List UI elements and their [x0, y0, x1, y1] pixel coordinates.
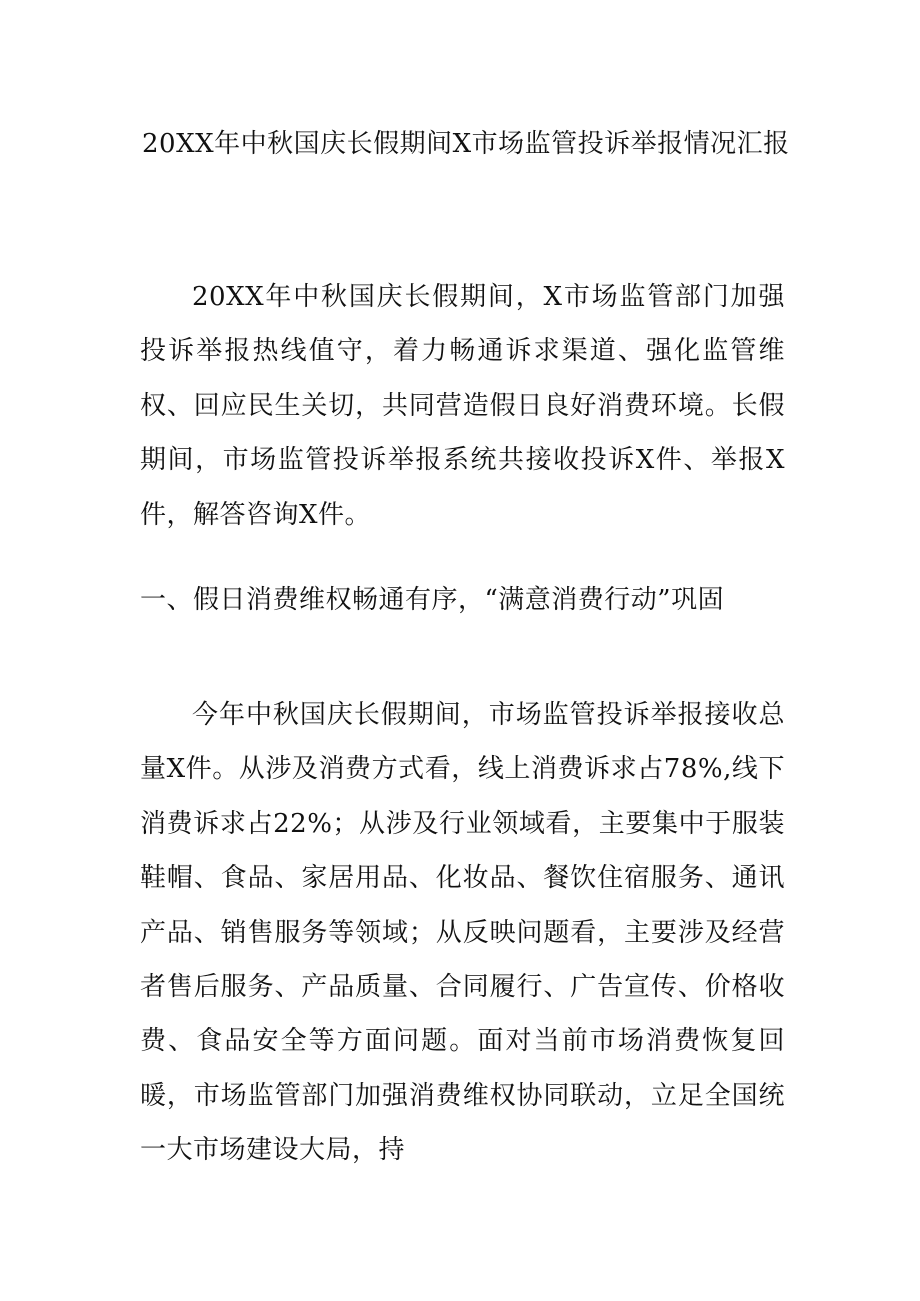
- intro-paragraph: 20XX年中秋国庆长假期间，X市场监管部门加强投诉举报热线值守，着力畅通诉求渠道、强化监管维权、回应民生关切，共同营造假日良好消费环境。长假期间，市场监管投诉举报系统共接收投诉X件、举报X件，解答咨询X件。: [140, 282, 785, 530]
- section-body-paragraph: 今年中秋国庆长假期间，市场监管投诉举报接收总量X件。从涉及消费方式看，线上消费诉求占78%,线下消费诉求占22%；从涉及行业领域看，主要集中于服装鞋帽、食品、家居用品、化妆品、餐饮住宿服务、通讯产品、销售服务等领域；从反映问题看，主要涉及经营者售后服务、产品质量、合同履行、广告宣传、价格收费、食品安全等方面问题。面对当前市场消费恢复回暖，市场监管部门加强消费维权协同联动，立足全国统一大市场建设大局，持: [140, 700, 785, 1166]
- document-title: 20XX年中秋国庆长假期间X市场监管投诉举报情况汇报: [142, 129, 790, 159]
- section-heading: 一、假日消费维权畅通有序，“满意消费行动”巩固: [140, 585, 725, 615]
